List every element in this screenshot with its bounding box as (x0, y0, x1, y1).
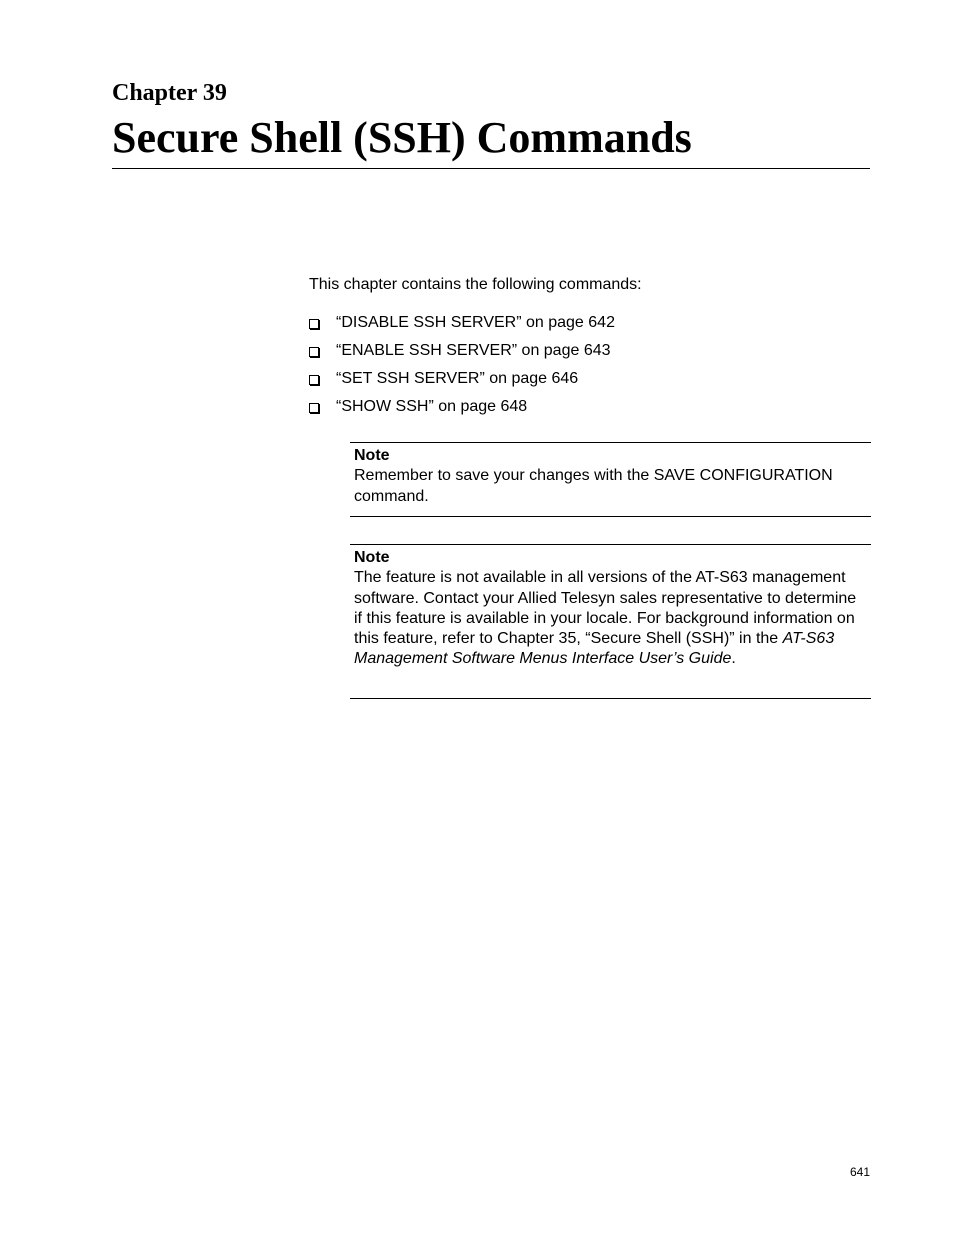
checkbox-bullet-icon (309, 319, 319, 329)
note-box-save-config (350, 442, 871, 517)
command-link[interactable]: “SET SSH SERVER” on page 646 (336, 370, 579, 387)
command-list (309, 313, 615, 425)
list-item[interactable] (309, 341, 615, 369)
note-body (354, 568, 867, 669)
checkbox-bullet-icon (309, 403, 319, 413)
list-item[interactable] (309, 397, 615, 425)
chapter-label: Chapter 39 (112, 80, 227, 106)
note-heading: Note (354, 549, 390, 566)
chapter-title: Secure Shell (SSH) Commands (112, 113, 692, 162)
title-divider (112, 168, 870, 169)
command-link[interactable]: “ENABLE SSH SERVER” on page 643 (336, 342, 611, 359)
guide-title-reference: AT-S63 Management Software Menus Interface User’s Guide (354, 630, 835, 668)
note-body-text-end: . (731, 650, 736, 668)
intro-text: This chapter contains the following commands: (309, 276, 642, 293)
note-box-availability (350, 544, 871, 699)
note-heading: Note (354, 447, 390, 464)
note-body-text: The feature is not available in all versions of the AT-S63 management software. Contact your Allied Telesyn sales representative to determine if this feature is available in your locale. For background information on this feature, refer to Chapter 35, “Secure Shell (SSH)” in the (354, 569, 857, 648)
list-item[interactable] (309, 369, 615, 397)
checkbox-bullet-icon (309, 375, 319, 385)
page-number: 641 (850, 1165, 871, 1179)
command-link[interactable]: “DISABLE SSH SERVER” on page 642 (336, 314, 615, 331)
command-link[interactable]: “SHOW SSH” on page 648 (336, 398, 528, 415)
list-item[interactable] (309, 313, 615, 341)
note-body: Remember to save your changes with the SAVE CONFIGURATION command. (354, 467, 833, 505)
checkbox-bullet-icon (309, 347, 319, 357)
